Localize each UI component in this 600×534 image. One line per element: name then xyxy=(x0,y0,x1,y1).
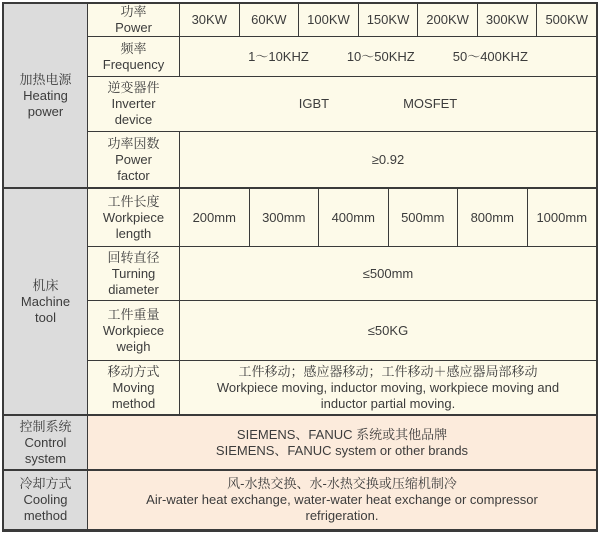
control-system-line-en: SIEMENS、FANUC system or other brands xyxy=(215,442,469,458)
row-moving-method xyxy=(88,361,596,414)
spec-table xyxy=(2,2,598,532)
row-label-zh: 频率 xyxy=(120,40,147,56)
row-label-zh: 逆变器件 xyxy=(107,80,160,95)
length-value-cell: 400mm xyxy=(319,189,389,246)
length-value-cell: 1000mm xyxy=(528,189,597,246)
category-heating-power xyxy=(4,4,88,187)
length-value-cell: 300mm xyxy=(250,189,320,246)
row-label-power xyxy=(88,4,180,36)
moving-method-line-en: Workpiece moving, inductor moving, workpiece moving and xyxy=(216,379,560,395)
category-label-en: Heating xyxy=(23,87,68,103)
frequency-range: 1～10KHZ xyxy=(248,48,309,64)
cooling-method-value xyxy=(88,471,596,529)
category-label-en: system xyxy=(24,450,67,466)
inverter-type: IGBT xyxy=(298,96,330,111)
power-value-cell: 30KW xyxy=(180,4,240,36)
cooling-method-line-en: refrigeration. xyxy=(305,508,379,524)
row-label-en: factor xyxy=(117,167,150,183)
row-label-workpiece-weight xyxy=(88,301,180,360)
row-label-en: Turning xyxy=(111,265,156,281)
category-label-zh: 冷却方式 xyxy=(19,476,72,492)
category-label-en: Control xyxy=(24,434,67,450)
moving-method-line-zh: 工件移动；感应器移动；工件移动＋感应器局部移动 xyxy=(238,363,538,379)
section-heating-power xyxy=(4,4,596,189)
row-label-moving-method xyxy=(88,361,180,414)
frequency-values xyxy=(180,37,596,76)
power-value-cell: 500KW xyxy=(537,4,596,36)
row-label-en: weigh xyxy=(116,338,151,354)
row-workpiece-length xyxy=(88,189,596,247)
frequency-range: 10～50KHZ xyxy=(346,48,415,64)
category-label-zh: 加热电源 xyxy=(19,71,72,87)
row-label-zh: 工件重量 xyxy=(107,306,160,322)
category-label-en: power xyxy=(27,103,64,119)
inverter-device-values xyxy=(170,77,586,131)
row-power xyxy=(88,4,596,37)
row-label-en: Inverter xyxy=(111,96,156,111)
row-label-zh: 功率因数 xyxy=(107,135,160,151)
frequency-range: 50～400KHZ xyxy=(452,48,528,64)
row-label-en: Frequency xyxy=(102,56,165,72)
row-label-zh: 移动方式 xyxy=(107,363,160,379)
length-value-cell: 500mm xyxy=(389,189,459,246)
control-system-value xyxy=(88,416,596,469)
category-label-en: tool xyxy=(35,309,56,325)
row-label-en: Workpiece xyxy=(102,322,165,338)
row-workpiece-weight xyxy=(88,301,596,361)
power-value-cell: 300KW xyxy=(478,4,538,36)
turning-diameter-value: ≤500mm xyxy=(180,247,596,300)
category-label-zh: 控制系统 xyxy=(19,418,72,434)
row-label-zh: 回转直径 xyxy=(107,249,160,265)
category-label-zh: 机床 xyxy=(32,277,59,293)
section-cooling-method xyxy=(4,471,596,529)
row-label-turning-diameter xyxy=(88,247,180,300)
row-label-en: Power xyxy=(115,151,152,167)
moving-method-value xyxy=(180,361,596,414)
length-value-cell: 200mm xyxy=(180,189,250,246)
power-value-cell: 200KW xyxy=(418,4,478,36)
cooling-method-line-en: Air-water heat exchange, water-water heat exchange or compressor xyxy=(146,492,538,508)
cooling-method-line-zh: 风-水热交换、水-水热交换或压缩机制冷 xyxy=(227,476,457,492)
control-system-line-zh: SIEMENS、FANUC 系统或其他品牌 xyxy=(236,426,448,442)
row-label-en: Workpiece xyxy=(102,209,165,225)
workpiece-weight-value: ≤50KG xyxy=(180,301,596,360)
inverter-type: MOSFET xyxy=(403,96,458,111)
category-control-system xyxy=(4,416,88,469)
machine-tool-rows xyxy=(88,189,596,414)
row-label-en: length xyxy=(115,225,152,241)
row-label-en: Power xyxy=(115,20,152,35)
section-machine-tool xyxy=(4,189,596,416)
category-label-en: Cooling xyxy=(23,492,68,508)
row-frequency xyxy=(88,37,596,77)
power-value-cell: 100KW xyxy=(299,4,359,36)
row-label-frequency xyxy=(88,37,180,76)
row-power-factor xyxy=(88,132,596,187)
power-factor-value: ≥0.92 xyxy=(180,132,596,187)
workpiece-length-values xyxy=(180,189,596,246)
moving-method-line-en: inductor partial moving. xyxy=(320,395,456,411)
row-inverter-device xyxy=(88,77,596,132)
heating-power-rows xyxy=(88,4,596,187)
row-label-workpiece-length xyxy=(88,189,180,246)
row-label-inverter-device xyxy=(88,77,180,131)
row-label-power-factor xyxy=(88,132,180,187)
category-cooling-method xyxy=(4,471,88,529)
category-label-en: Machine xyxy=(20,293,71,309)
row-label-en: device xyxy=(114,112,153,127)
row-label-en: diameter xyxy=(108,281,159,297)
category-machine-tool xyxy=(4,189,88,414)
section-control-system xyxy=(4,416,596,471)
row-label-en: Moving xyxy=(112,379,155,395)
row-turning-diameter xyxy=(88,247,596,301)
row-label-zh: 功率 xyxy=(120,4,147,19)
power-value-cell: 60KW xyxy=(240,4,300,36)
power-values xyxy=(180,4,596,36)
row-label-en: method xyxy=(111,395,156,411)
power-value-cell: 150KW xyxy=(359,4,419,36)
length-value-cell: 800mm xyxy=(458,189,528,246)
category-label-en: method xyxy=(23,508,68,524)
row-label-zh: 工件长度 xyxy=(107,193,160,209)
